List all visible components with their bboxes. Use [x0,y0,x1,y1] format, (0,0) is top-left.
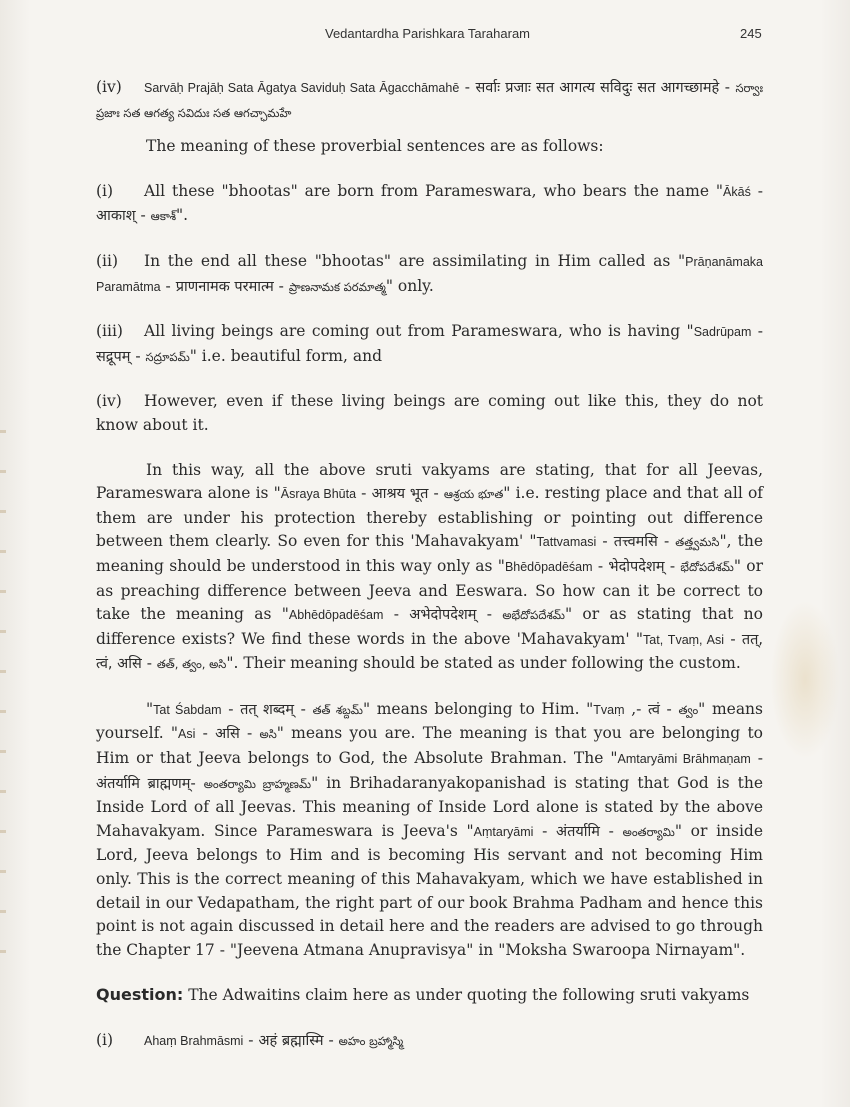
body-text: " or as preaching difference between Jeeva and Eeswara. So how can it be correct to take the meaning as " [96,556,763,624]
telugu-text: సద్రూపమ్ [145,349,190,364]
body-text: " [146,699,154,718]
item-marker: (ii) [96,251,119,270]
intro-sentence [96,135,763,159]
devanagari-text: अंतर्यामि [556,823,600,840]
devanagari-text: अंतर्यामि ब्राह्मणम् [96,775,191,792]
body-text: ", the meaning should be understood in this way only as " [96,532,764,575]
transliteration: Tat, Tvaṃ, Asi [643,632,725,647]
devanagari-text: भेदोपदेशम् [608,558,665,575]
telugu-text: ఆకాశ్ [150,209,177,224]
page-header [0,26,850,44]
dash: - [750,181,763,200]
item-marker: (iii) [96,322,123,341]
dash: - [459,78,476,96]
devanagari-text: तत्त्वमसि [613,534,658,551]
intro-text: The meaning of these proverbial sentences are as follows: [146,137,604,156]
telugu-text: ఆశ్రయ భూత [443,487,504,502]
page-number: 245 [740,26,762,41]
question-text: The Adwaitins claim here as under quoting the following sruti vakyams [183,986,750,1005]
list-item [96,250,763,299]
telugu-text: అభేదోపదేశమ్ [502,608,565,623]
devanagari-text: असि [215,726,240,743]
body-text: " means yourself. " [96,699,763,743]
body-text: In this way, all the above sruti vakyams are stating, that for all Jeevas, Parameswara alone is " [96,460,763,503]
item-text: All these "bhootas" are born from Parameswara, who bears the name " [144,181,724,200]
paragraph-sruti-vakyams: In this way, all the above sruti vakyams are stating, that for all Jeevas, Parameswara alone is "Āsraya Bhūta - आश्रय भूत - ఆశ్రయ భూత" i.e. resting place and that all of them are under his protection thereby establishing or pointing out difference between them clearly. So even for this 'Mahavakyam' "Tattvamasi - तत्त्वमसि - తత్త్వమసి", the meaning should be understood in this way only as "Bhēdōpadēśam - भेदोपदेशम् - భేదోపదేశమ్" or as preaching difference between Jeeva and Eeswara. So how can it be correct to take the meaning as "Abhēdōpadēśam - अभेदोपदेशम् - అభేదోపదేశమ్" or as stating that no difference exists? We find these words in the above 'Mahavakyam' "Tat, Tvaṃ, Asi - तत्, त्वं, असि - తత్, త్వం, అసి". Their meaning should be stated as under following the custom. [96,460,764,673]
transliteration: Tat Śabdam [153,702,222,717]
body-text: " means belonging to Him. " [362,699,594,718]
item-text: In the end all these "bhootas" are assimilating in Him called as " [144,251,686,270]
transliteration: Tattvamasi [536,535,597,550]
transliteration: Prāṇanāmaka Paramātma [96,254,763,294]
paper-stain [770,600,840,760]
devanagari-text: अभेदोपदेशम् [409,607,477,624]
telugu-text: త్వం [678,702,699,717]
question-label: Question: [96,985,184,1005]
item-marker: (iv) [96,78,122,96]
telugu-text: తత్ శబ్దమ్ [312,702,363,717]
devanagari-text: तत् शब्दम् [240,701,295,718]
telugu-text: అహం బ్రహ్మాస్మి [338,1034,404,1048]
body-text: " i.e. resting place and that all of them are under his protection thereby establishing or pointing out difference between them clearly. So even for this 'Mahavakyam' " [96,484,764,551]
item-text: All living beings are coming out from Parameswara, who is having " [144,322,694,341]
page-body [96,76,763,1075]
item-marker: (iv) [96,392,122,411]
devanagari-text: सर्वाः प्रजाः सत आगत्य सविदुः सत आगच्छामहे [475,80,720,96]
item-marker: (i) [96,1031,114,1049]
transliteration: Tvaṃ [593,702,625,717]
telugu-text: అంతర్యామి బ్రాహ్మణమ్ [203,776,312,791]
item-text: However, even if these living beings are coming out like this, they do not know about it. [96,392,763,434]
devanagari-text: अहं ब्रह्मास्मि [258,1033,324,1049]
dash: - [719,78,736,96]
transliteration: Asi [178,727,196,742]
item-text: " i.e. beautiful form, and [189,346,382,365]
list-item [96,390,763,437]
item-iv-top [96,76,763,125]
dash: - [323,1031,339,1049]
transliteration: Ahaṃ Brahmāsmi [144,1034,244,1048]
running-title: Vedantardha Parishkara Taraharam [325,26,530,41]
binding-edge-marks [0,430,6,990]
transliteration: Sadrūpam [693,325,752,340]
transliteration: Abhēdōpadēśam [288,608,384,623]
dash: - [751,322,763,341]
dash: - [160,276,176,295]
item-marker: (i) [96,181,114,200]
transliteration: Bhēdōpadēśam [504,559,593,574]
telugu-text: భేదోపదేశమ్ [680,559,734,574]
dash: - [273,276,289,295]
body-text: " or inside Lord, Jeeva belongs to Him and is becoming His servant and not becoming Him only. This is the correct meaning of this Mahavakyam, which we have established in detail in our Vedapatham, the right part of our book Brahma Padham and hence this point is not again discussed in detail here and the readers are advised to go through the Chapter 17 - "Jeevena Atmana Anupravisya" in "Moksha Swaroopa Nirnayam". [96,821,764,959]
list-item [96,1029,763,1054]
dash: - [130,346,146,365]
devanagari-text: त्वं [648,701,660,718]
transliteration: Sarvāḥ Prajāḥ Sata Āgatya Saviduḥ Sata Āgacchāmahē [144,81,460,95]
devanagari-text: आकाश् [96,208,136,225]
telugu-text: సర్వాః ప్రజాః సత ఆగత్య సవిదుః సత ఆగచ్ఛామహే [96,81,763,120]
telugu-text: అంతర్యామి [622,824,675,839]
telugu-text: అసి [259,727,277,742]
dash: - [243,1031,259,1049]
devanagari-text: आश्रय भूत [371,486,429,503]
telugu-text: తత్, త్వం, అసి [156,657,227,672]
paragraph-tat-tvam-asi: "Tat Śabdam - तत् शब्दम् - తత్ శబ్దమ్" means belonging to Him. "Tvaṃ ,- त्वं - త్వం" means yourself. "Asi - असि - అసి" means you are. The meaning is that you are belonging to Him or that Jeeva belongs to God, the Absolute Brahman. The "Amtaryāmi Brāhmaṇam - अंतर्यामि ब्राह्मणम्- అంతర్యామి బ్రాహ్మణమ్" in Brihadaranyakopanishad is stating that God is the Inside Lord of all Jeevas. This meaning of Inside Lord alone is stated by the above Mahavakyam. Since Parameswara is Jeeva's "Aṃtaryāmi - अंतर्यामि - అంతర్యామి" or inside Lord, Jeeva belongs to Him and is becoming His servant and not becoming Him only. This is the correct meaning of this Mahavakyam, which we have established in detail in our Vedapatham, the right part of our book Brahma Padham and hence this point is not again discussed in detail here and the readers are advised to go through the Chapter 17 - "Jeevena Atmana Anupravisya" in "Moksha Swaroopa Nirnayam". [96,699,764,959]
body-text: " means you are. The meaning is that you are belonging to Him or that Jeeva belongs to God, the Absolute Brahman. The " [96,724,764,768]
transliteration: Ākāś [723,184,751,199]
list-item [96,320,763,369]
transliteration: Aṃtaryāmi [473,824,534,839]
item-text: ". [176,206,189,225]
devanagari-text: तत्, त्वं, असि [96,631,764,673]
transliteration: Amtaryāmi Brāhmaṇam [617,752,751,767]
transliteration: Āsraya Bhūta [280,487,357,502]
telugu-text: తత్త్వమసి [675,535,720,550]
dash: - [135,206,151,225]
list-item [96,180,763,229]
body-text: ". Their meaning should be stated as under following the custom. [226,654,741,673]
body-text: " in Brihadaranyakopanishad is stating that God is the Inside Lord of all Jeevas. This meaning of Inside Lord alone is stated by the above Mahavakyam. Since Parameswara is Jeeva's " [96,773,763,840]
devanagari-text: प्राणनामक परमात्म [175,278,274,295]
body-text: " or as stating that no difference exists? We find these words in the above 'Mahavakyam' " [96,605,763,648]
question-paragraph [96,983,763,1008]
devanagari-text: सद्रूपम् [96,348,131,365]
telugu-text: ప్రాణనామక పరమాత్మ [288,279,386,294]
item-text: " only. [385,276,434,295]
